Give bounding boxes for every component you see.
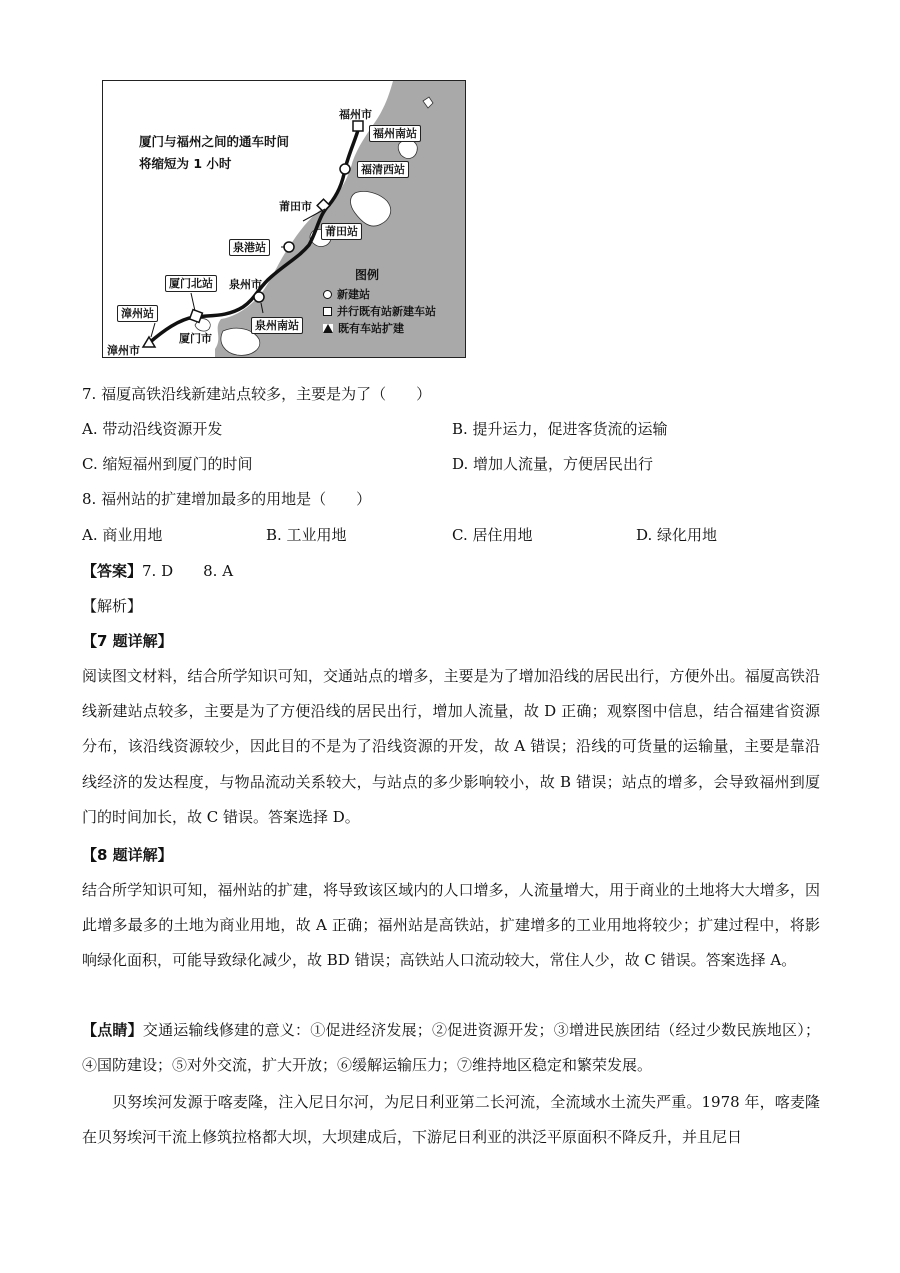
legend-parallel-label: 并行既有站新建车站 [337, 305, 436, 318]
xiamen-north-marker [190, 310, 203, 323]
q8-stem: 8. 福州站的扩建增加最多的用地是（ ） [82, 490, 372, 508]
station-quanzhou-south: 泉州南站 [251, 317, 303, 334]
quanzhou-south-marker [254, 292, 264, 302]
city-zhangzhou: 漳州市 [107, 344, 140, 357]
detail7-heading: 【7 题详解】 [82, 632, 173, 650]
quangang-marker [284, 242, 294, 252]
q8-option-b: B. 工业用地 [266, 526, 347, 544]
legend [323, 269, 436, 334]
tip-text: 交通运输线修建的意义：①促进经济发展；②促进资源开发；③增进民族团结（经过少数民族地区）；④国防建设；⑤对外交流，扩大开放；⑥缓解运输压力；⑦维持地区稳定和繁荣发展。 [82, 1021, 820, 1075]
circle-icon [323, 290, 332, 299]
answer-line [82, 561, 233, 581]
legend-row-new [323, 289, 436, 300]
passage-block [82, 1085, 820, 1155]
station-xiamen-north: 厦门北站 [165, 275, 217, 292]
map-caption-line1: 厦门与福州之间的通车时间 [139, 134, 290, 149]
legend-expanded-label: 既有车站扩建 [338, 322, 404, 335]
q7-option-b: B. 提升运力，促进客货流的运输 [452, 420, 668, 438]
station-zhangzhou: 漳州站 [117, 305, 158, 322]
detail7-text: 阅读图文材料，结合所学知识可知，交通站点的增多，主要是为了增加沿线的居民出行，方便外出。福厦高铁沿线新建站点较多，主要是为了方便沿线的居民出行，增加人流量，故 D 正确；观察图中信息，结合福建省资源分布，该沿线资源较少，因此目的不是为了沿线资源的开发，故 A 错误；沿线的可货量的运输量，主要是靠沿线经济的发达程度，与物品流动关系较大，与站点的多少影响较小，故 B 错误；站点的增多，会导致福州到厦门的时间加长，故 C 错误。答案选择 D。 [82, 667, 820, 826]
city-quanzhou: 泉州市 [229, 278, 262, 291]
city-fuzhou: 福州市 [339, 108, 372, 121]
fuzhou-south-marker [353, 121, 363, 131]
tip-label: 【点睛】 [82, 1021, 143, 1039]
city-putian: 莆田市 [279, 200, 312, 213]
map-caption [139, 131, 289, 175]
analysis-label: 【解析】 [82, 597, 143, 615]
q8-option-d: D. 绿化用地 [636, 526, 718, 544]
detail8-heading: 【8 题详解】 [82, 846, 173, 864]
station-quangang: 泉港站 [229, 239, 270, 256]
legend-row-parallel [323, 306, 436, 317]
q7-option-c: C. 缩短福州到厦门的时间 [82, 455, 253, 473]
city-xiamen: 厦门市 [179, 332, 212, 345]
railway-map [102, 80, 466, 358]
map-caption-line2: 将缩短为 1 小时 [139, 156, 232, 171]
q8-option-c: C. 居住用地 [452, 526, 533, 544]
triangle-icon [323, 324, 333, 333]
detail8-text: 结合所学知识可知，福州站的扩建，将导致该区域内的人口增多，人流量增大，用于商业的土地将大大增多，因此增多最多的土地为商业用地，故 A 正确；福州站是高铁站，扩建增多的工业用地将较少；扩建过程中，将影响绿化面积，可能导致绿化减少，故 BD 错误；高铁站人口流动较大，常住人少，故 C 错误。答案选择 A。 [82, 881, 820, 970]
detail8-body [82, 873, 820, 979]
legend-new-label: 新建站 [337, 288, 370, 301]
legend-row-expanded [323, 323, 436, 334]
square-icon [323, 307, 332, 316]
passage-text: 贝努埃河发源于喀麦隆，注入尼日尔河，为尼日利亚第二长河流，全流域水土流失严重。1978 年，喀麦隆在贝努埃河干流上修筑拉格都大坝，大坝建成后，下游尼日利亚的洪泛平原面积不降反升，并且尼日 [82, 1093, 820, 1147]
answer-values: 7. D 8. A [142, 562, 234, 580]
q7-option-d: D. 增加人流量，方便居民出行 [452, 455, 654, 473]
q8-option-a: A. 商业用地 [82, 526, 163, 544]
fuqing-west-marker [340, 164, 350, 174]
q7-stem: 7. 福厦高铁沿线新建站点较多，主要是为了（ ） [82, 385, 432, 403]
legend-title: 图例 [355, 268, 380, 282]
answer-label: 【答案】 [82, 562, 143, 580]
station-fuzhou-south: 福州南站 [369, 125, 421, 142]
detail7-body [82, 659, 820, 835]
q7-option-a: A. 带动沿线资源开发 [82, 420, 223, 438]
station-fuqing-west: 福清西站 [357, 161, 409, 178]
station-putian: 莆田站 [321, 223, 362, 240]
tip-block [82, 1013, 820, 1083]
